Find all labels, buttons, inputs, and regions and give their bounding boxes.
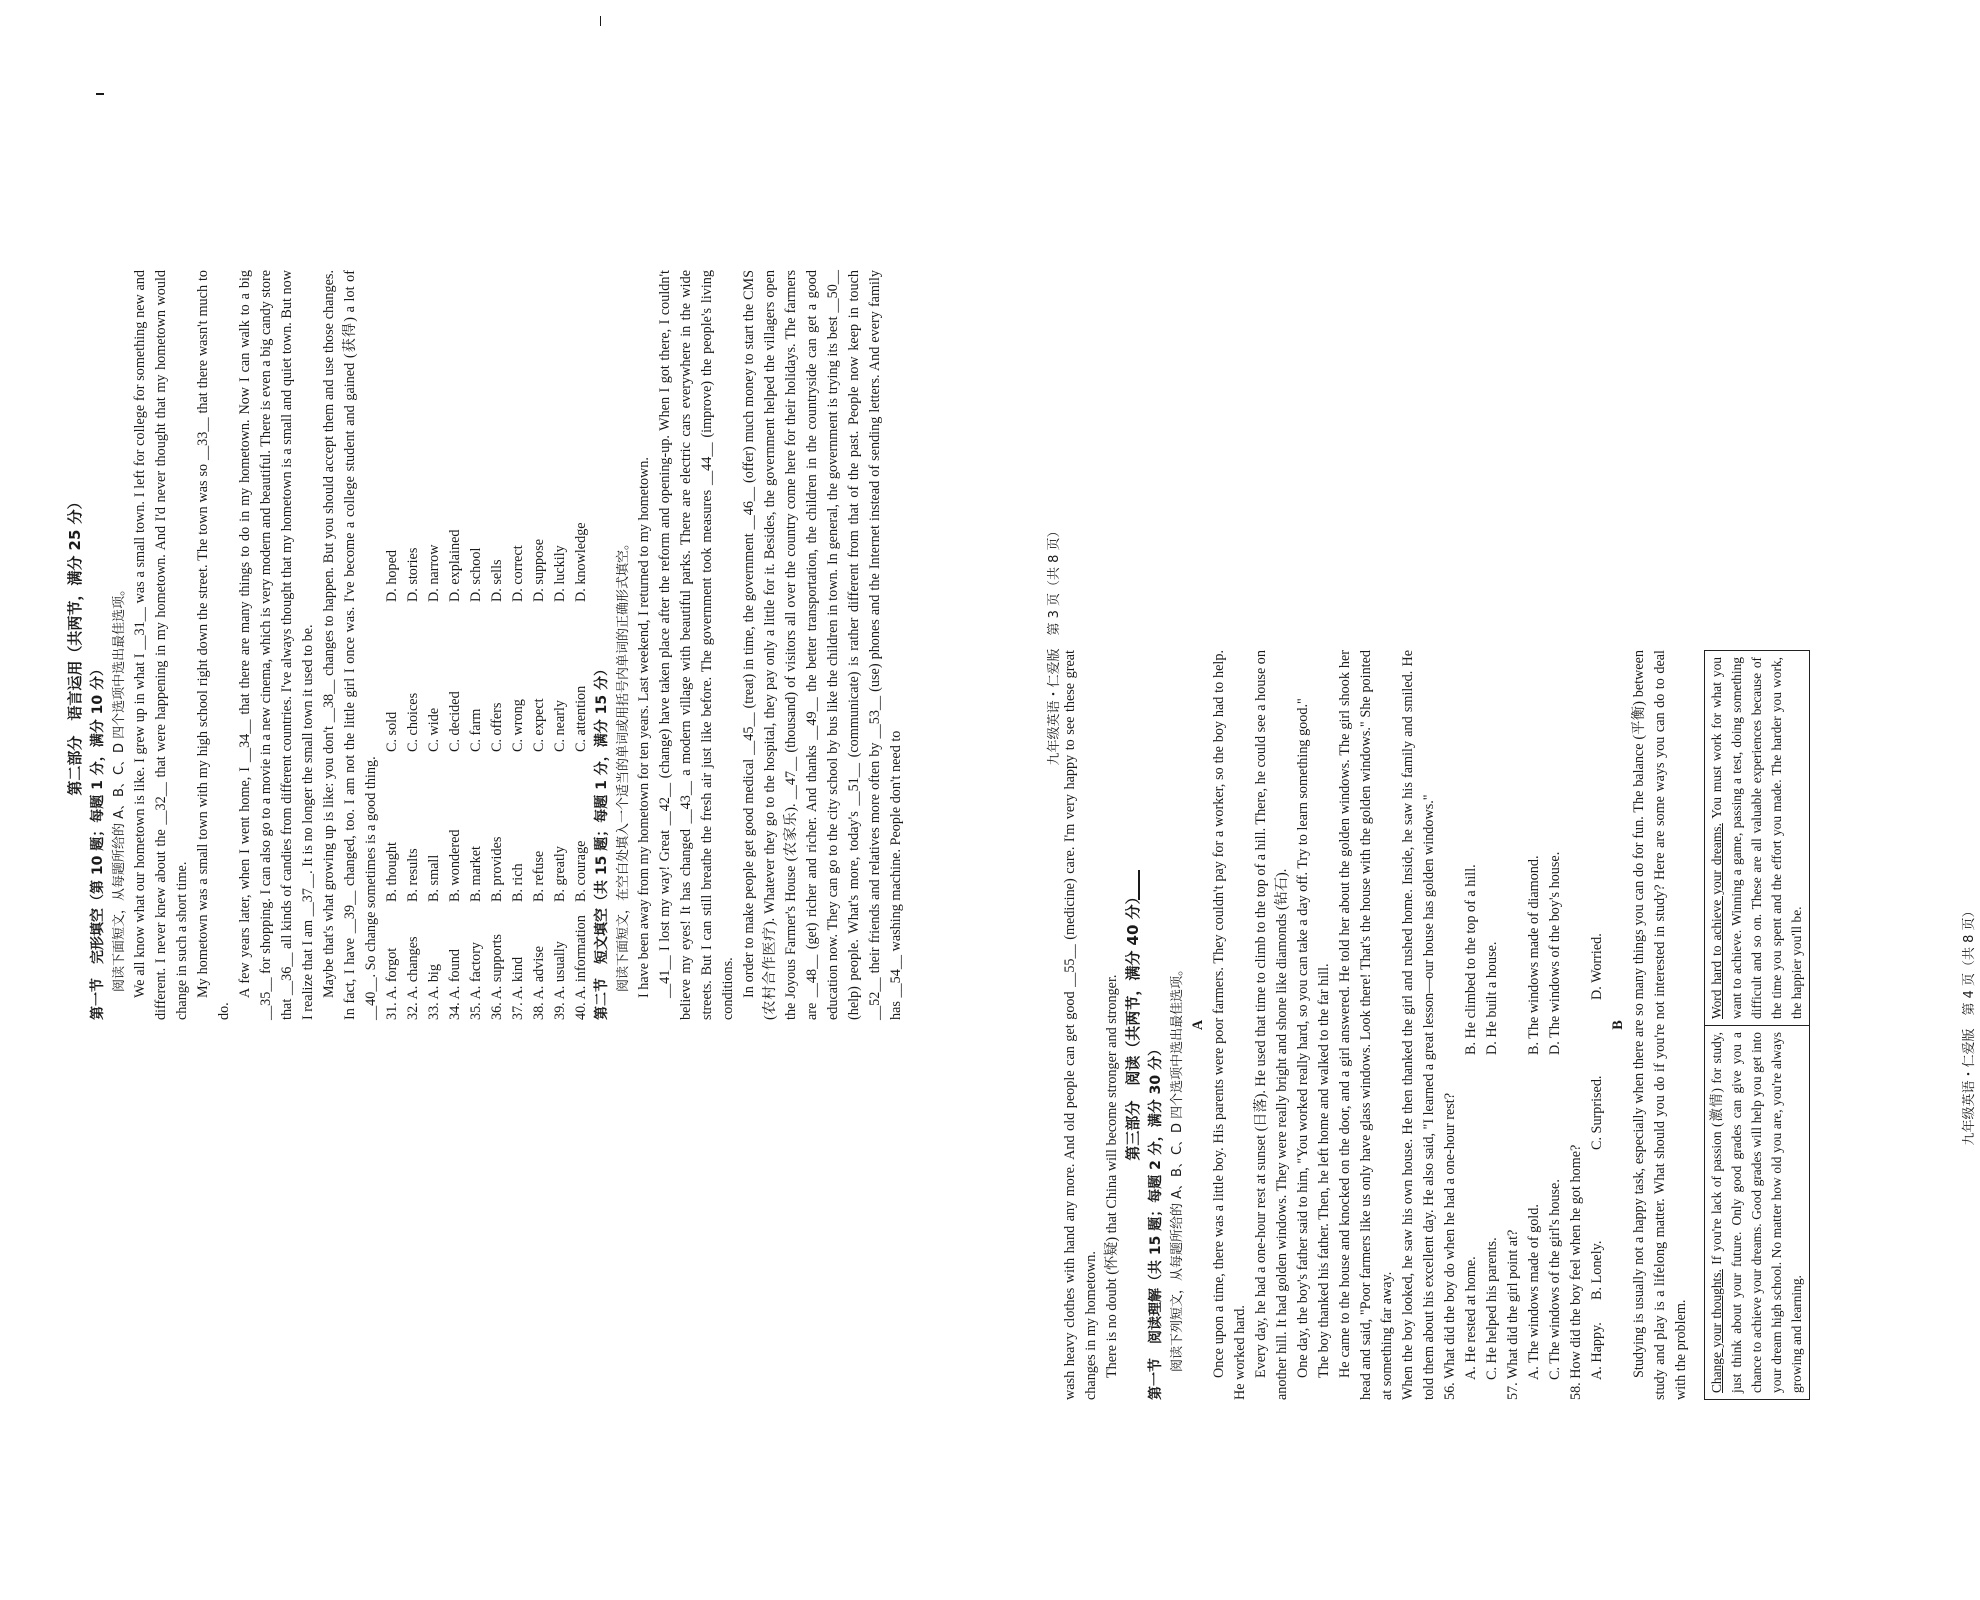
option: C. offers bbox=[489, 702, 505, 752]
section-instructions: 阅读下面短文，从每题所给的 A、B、C、D 四个选项中选出最佳选项。 bbox=[112, 582, 127, 992]
passage2-paragraph: I have been away from my hometown for ten years. Last weekend, I returned to my hometown. bbox=[636, 457, 652, 998]
option: C. sold bbox=[384, 711, 400, 752]
passage-a-paragraph: Every day, he had a one-hour rest at sunset (日落). He used that time to climb to the top of a hill. There, he could see a house on another hill. It had golden windows. They were really bright and shone like diamonds (钻石). bbox=[1253, 650, 1290, 1400]
scan-line-mid bbox=[600, 16, 601, 26]
options-row bbox=[403, 270, 424, 1020]
option: D. sells bbox=[489, 559, 505, 602]
option: C. decided bbox=[447, 691, 463, 752]
passage-a-paragraph: One day, the boy's father said to him, "You worked really hard, so you can take a day off. Try to learn something good." bbox=[1295, 698, 1311, 1378]
option: C. nearly bbox=[552, 699, 568, 752]
option: C. expect bbox=[531, 698, 547, 752]
tip-heading: Change your thoughts. bbox=[1709, 1269, 1724, 1393]
tip-text: If you're lack of passion (激情) for study, just think about your future. Only good grades can give you a chance to achieve your dreams. Good grades will help you get into your dream high school. No matter how old you are, you're always growing and learning. bbox=[1709, 1032, 1804, 1393]
passage-label-a: A bbox=[1190, 1019, 1206, 1031]
tip-box-left bbox=[1705, 1025, 1809, 1399]
option: 33. A. big bbox=[426, 964, 442, 1020]
option: 31. A. forgot bbox=[384, 947, 400, 1020]
option: D. correct bbox=[510, 545, 526, 602]
option: C. wrong bbox=[510, 699, 526, 752]
option: 39. A. usually bbox=[552, 941, 568, 1020]
options-list bbox=[382, 270, 592, 1020]
option: D. suppose bbox=[531, 538, 547, 602]
option: D. Worried. bbox=[1589, 933, 1605, 1000]
option: C. Surprised. bbox=[1589, 1075, 1605, 1150]
option: 38. A. advise bbox=[531, 945, 547, 1020]
passage-a-paragraph: He came to the house and knocked on the door, and a girl answered. He told her about the golden windows. The girl shook her head and said, "Poor farmers like us only have glass windows. Look there! That's the house with the golden windows." She pointed at something far away. bbox=[1337, 650, 1395, 1400]
options-row bbox=[424, 270, 445, 1020]
tip-box-right bbox=[1705, 651, 1809, 1025]
question-58-options bbox=[1587, 650, 1608, 1400]
option: D. The windows of the boy's house. bbox=[1547, 851, 1563, 1055]
option: B. Lonely. bbox=[1589, 1240, 1605, 1300]
option: B. wondered bbox=[447, 829, 463, 902]
option: D. hoped bbox=[384, 549, 400, 602]
option: B. rich bbox=[510, 863, 526, 902]
question-56-options bbox=[1461, 650, 1503, 1400]
option: C. choices bbox=[405, 692, 421, 752]
option: C. attention bbox=[573, 685, 589, 752]
passage-paragraph: A few years later, when I went home, I __34__ that there are many things to do in my hometown. Now I can walk to a big __35__ for shopping. I can also go to a movie in a new cinema, which is very modern and beautiful. There is even a big candy store that __36__ all kinds of candies from different countries. I've always thought that my hometown is a small and quiet town. But now I realize that I am __37__. It is no longer the small town it used to be. bbox=[237, 270, 316, 1020]
option: D. luckily bbox=[552, 545, 568, 602]
tip-heading: Word hard to achieve your dreams. bbox=[1709, 823, 1724, 1019]
option: 37. A. kind bbox=[510, 956, 526, 1020]
question-58: 58. How did the boy feel when he got home? bbox=[1568, 1144, 1584, 1400]
options-row bbox=[487, 270, 508, 1020]
passage-paragraph: We all know what our hometown is like. I grew up in what I __31__ was a small town. I left for college for something new and different. I never knew about the __32__ that were happening in my hometown. And I'd never thought that my hometown would change in such a short time. bbox=[132, 270, 190, 1020]
option: D. school bbox=[468, 547, 484, 602]
option: 35. A. factory bbox=[468, 941, 484, 1020]
part-title: 第二部分 语言运用（共两节，满分 25 分） bbox=[66, 494, 84, 796]
options-row bbox=[571, 270, 592, 1020]
part-title: 第三部分 阅读（共两节，满分 40 分） bbox=[1124, 889, 1142, 1161]
section-title: 第一节 阅读理解（共 15 题；每题 2 分，满分 30 分） bbox=[1148, 1042, 1164, 1400]
section2-title: 第二节 短文填空（共 15 题；每题 1 分，满分 15 分） bbox=[594, 662, 610, 1020]
option: C. farm bbox=[468, 708, 484, 752]
option: C. He helped his parents. bbox=[1484, 1237, 1500, 1380]
page-footer: 九年级英语・仁爱版 第 4 页（共 8 页） bbox=[1962, 904, 1977, 1146]
option: D. narrow bbox=[426, 544, 442, 602]
options-row bbox=[382, 270, 403, 1020]
option: B. market bbox=[468, 846, 484, 902]
page-footer: 九年级英语・仁爱版 第 3 页（共 8 页） bbox=[1047, 524, 1062, 766]
passage2-paragraph: In order to make people get good medical __45__ (treat) in time, the government __46__ (offer) much money to start the CMS (农村合作医疗). Whatever they go to the hospital, they pay only a little for it. Besides, the government helped the villagers open the Joyous Farmer's House (农家乐). __47__ (thousand) of visitors all over the country come here for their holidays. The farmers are __48__ (get) richer and richer. And thanks __49__ the better transportation, the children in the countryside can get a good education now. They can go to the city school by bus like the children in town. In general, the government is trying its best __50__ (help) people. What's more, today's __51__ (communicate) is rather different from that of the past. People now keep in touch __52__ their friends and relatives more often by __53__ (use) phones and the Internet instead of sending letters. And every family has __54__ washing machine. People don't need to bbox=[741, 270, 904, 1020]
option: B. thought bbox=[384, 842, 400, 902]
option: B. courage bbox=[573, 840, 589, 902]
passage-a-paragraph: When the boy looked, he saw his own house. He then thanked the girl and rushed home. Inside, he saw his family and smiled. He told them about his excellent day. He also said, "I learned a great lesson—our house has golden windows." bbox=[1400, 650, 1437, 1400]
options-row bbox=[466, 270, 487, 1020]
passage-b-paragraph: Studying is usually not a happy task, especially when there are so many things you can do for fun. The balance (平衡) between study and play is a lifelong matter. What should you do if you're not interested in study? Here are some ways you can do to deal with the problem. bbox=[1631, 650, 1689, 1400]
passage-a-paragraph: Once upon a time, there was a little boy. His parents were poor farmers. They couldn't pay for a worker, so the boy had to help. He worked hard. bbox=[1211, 650, 1248, 1400]
option: A. He rested at home. bbox=[1463, 1256, 1479, 1380]
option: B. The windows made of diamond. bbox=[1526, 855, 1542, 1055]
option: 34. A. found bbox=[447, 949, 463, 1020]
question-56: 56. What did the boy do when he had a one-hour rest? bbox=[1442, 1092, 1458, 1400]
option: B. provides bbox=[489, 836, 505, 902]
option: C. wide bbox=[426, 707, 442, 752]
scan-line-top bbox=[96, 93, 104, 95]
option: A. The windows made of gold. bbox=[1526, 1204, 1542, 1380]
option: D. knowledge bbox=[573, 522, 589, 602]
section-title: 第一节 完形填空（第 10 题；每题 1 分，满分 10 分） bbox=[90, 662, 106, 1020]
question-57: 57. What did the girl point at? bbox=[1505, 1229, 1521, 1400]
option: D. explained bbox=[447, 529, 463, 602]
options-row bbox=[529, 270, 550, 1020]
tip-text: You must work for what you want to achieve. Winning a game, passing a test, doing something difficult and so on. These are all valuable experiences because of the time you spent and the effort you made. The harder you work, the happier you'll be. bbox=[1709, 656, 1804, 1019]
option: 36. A. supports bbox=[489, 934, 505, 1020]
option: C. The windows of the girl's house. bbox=[1547, 1179, 1563, 1380]
page-4 bbox=[1060, 650, 1980, 1400]
page-3 bbox=[65, 270, 1065, 1020]
continuation-text: wash heavy clothes with hand any more. And old people can get good __55__ (medicine) care. I'm very happy to see these great changes in my hometown. bbox=[1062, 650, 1099, 1400]
option: A. Happy. bbox=[1589, 1322, 1605, 1380]
section-instructions: 阅读下列短文，从每题所给的 A、B、C、D 四个选项中选出最佳选项。 bbox=[1170, 962, 1185, 1372]
option: B. greatly bbox=[552, 846, 568, 902]
passage-label-b: B bbox=[1610, 1020, 1626, 1030]
tips-boxes bbox=[1704, 650, 1810, 1400]
option: B. refuse bbox=[531, 850, 547, 902]
passage-paragraph: My hometown was a small town with my high school right down the street. The town was so __33__ that there wasn't much to do. bbox=[195, 270, 232, 1020]
options-row bbox=[508, 270, 529, 1020]
passage-a-paragraph: The boy thanked his father. Then, he left home and walked to the far hill. bbox=[1316, 963, 1332, 1378]
option: B. small bbox=[426, 854, 442, 902]
question-57-options bbox=[1524, 650, 1566, 1400]
options-row bbox=[445, 270, 466, 1020]
section2-instructions: 阅读下面短文，在空白处填入一个适当的单词或用括号内单词的正确形式填空。 bbox=[616, 536, 631, 992]
option: B. He climbed to the top of a hill. bbox=[1463, 864, 1479, 1055]
passage2-paragraph: __41__ I lost my way! Great __42__ (change) have taken place after the reform and opening-up. When I got there, I couldn't believe my eyes! It has changed __43__ a modern village with beautiful parks. There are electric cars everywhere in the wide streets. But I can still breathe the fresh air just like before. The government took measures __44__ (improve) the people's living conditions. bbox=[657, 270, 736, 1020]
passage-paragraph: Maybe that's what growing up is like: you don't __38__ changes to happen. But you should accept them and use those changes. In fact, I have __39__ changed, too. I am not the little girl I once was. I've become a college student and gained (获得) a lot of __40__. So change sometimes is a good thing. bbox=[321, 270, 379, 1020]
option: B. results bbox=[405, 848, 421, 902]
options-row bbox=[550, 270, 571, 1020]
option: 32. A. changes bbox=[405, 936, 421, 1020]
option: D. stories bbox=[405, 547, 421, 602]
option: D. He built a house. bbox=[1484, 941, 1500, 1055]
option: 40. A. information bbox=[573, 915, 589, 1020]
continuation-text-2: There is no doubt (怀疑) that China will become stronger and stronger. bbox=[1104, 974, 1120, 1378]
